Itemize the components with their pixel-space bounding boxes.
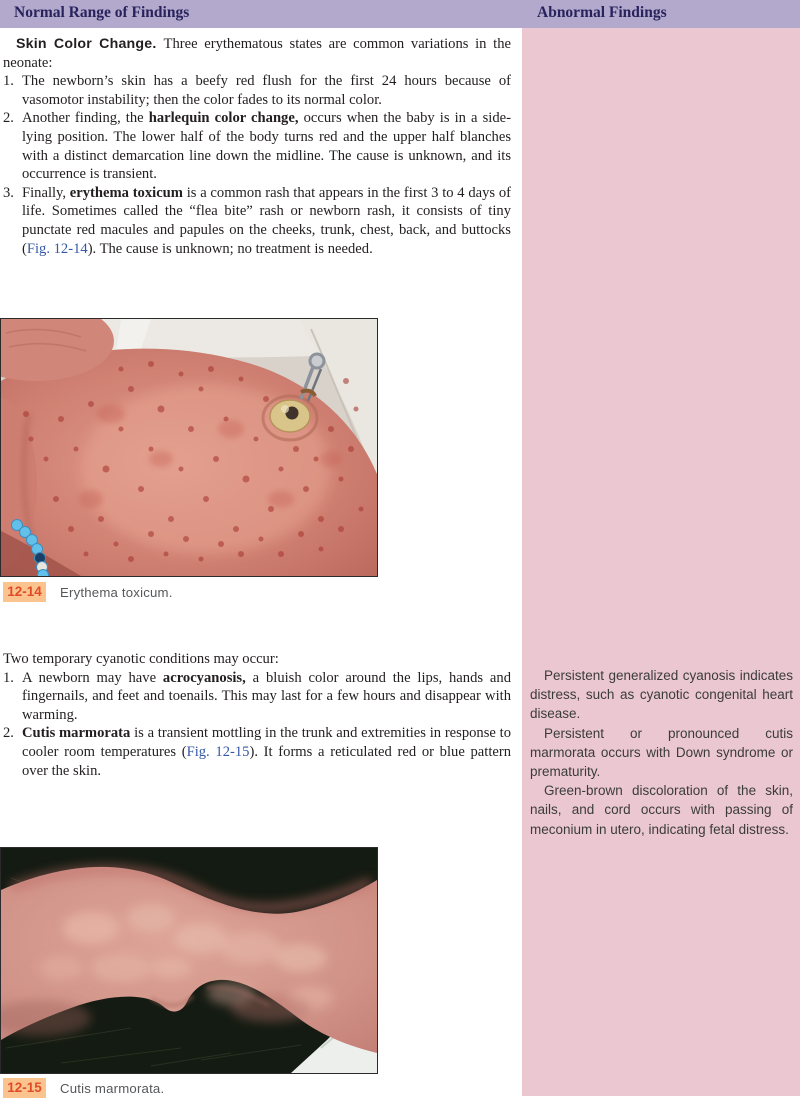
list-item-text: The newborn’s skin has a beefy red flush for the first 24 hours because of vasomotor instability; then the color fades to its normal color. xyxy=(22,73,511,108)
list-item-text: is a transient mottling in the trunk and extremities in response to cooler room temperatures ( xyxy=(22,725,511,760)
list-item-harlequin-color-change xyxy=(3,109,511,183)
skin-color-change-paragraph xyxy=(3,35,511,72)
list-item-cutis-marmorata xyxy=(3,724,511,780)
bold-term-acrocyanosis: acrocyanosis, xyxy=(162,669,246,686)
list-number: 2. xyxy=(3,110,14,127)
abnormal-paragraph-cutis-marmorata: Persistent or pronounced cutis marmorata occurs with Down syndrome or prematurity. xyxy=(530,725,793,780)
bold-term-cutis-marmorata: Cutis marmorata xyxy=(22,725,131,742)
bold-term-harlequin: harlequin color change, xyxy=(148,110,299,127)
erythema-toxicum-illustration xyxy=(1,319,377,576)
list-item-text: a bluish color around the lips, hands and fingernails, and feet and toenails. This may last for a few hours and disappear with warming. xyxy=(22,669,511,723)
figure-12-15-caption-row xyxy=(3,1078,164,1098)
list-item-beefy-red-flush xyxy=(3,72,511,109)
abnormal-findings-panel xyxy=(522,28,800,1096)
cyanotic-conditions-section xyxy=(3,650,511,780)
figure-12-14-photo xyxy=(0,318,378,577)
figure-12-14-caption: Erythema toxicum. xyxy=(60,584,173,600)
figure-12-15-label-badge: 12-15 xyxy=(3,1078,46,1098)
figure-12-14-reference[interactable]: Fig. 12-14 xyxy=(26,240,88,257)
abnormal-findings-column-title: Abnormal Findings xyxy=(537,4,667,21)
abnormal-paragraph-cyanosis: Persistent generalized cyanosis indicates distress, such as cyanotic congenital heart disease. xyxy=(530,668,793,722)
list-number: 3. xyxy=(3,184,14,201)
skin-color-change-intro: Three erythematous states are common variations in the neonate: xyxy=(3,36,511,71)
list-item-text: ). It forms a reticulated red or blue pattern over the skin. xyxy=(22,743,512,779)
figure-12-15-caption: Cutis marmorata. xyxy=(60,1080,165,1096)
normal-findings-column-title: Normal Range of Findings xyxy=(14,4,190,21)
abnormal-findings-text xyxy=(530,666,793,839)
list-item-erythema-toxicum xyxy=(3,184,511,258)
list-item-text: is a common rash that appears in the first 3 to 4 days of life. Sometimes called the “flea bite” rash or newborn rash, it consists of tiny punctate red macules and papules on the cheeks, trunk, chest, back, and buttocks ( xyxy=(22,184,511,257)
list-item-text: A newborn may have xyxy=(22,669,163,686)
list-item-text: Finally, xyxy=(22,184,70,201)
figure-12-15-reference[interactable]: Fig. 12-15 xyxy=(186,743,250,760)
figure-12-14-label-badge: 12-14 xyxy=(3,582,46,602)
cyanotic-conditions-intro: Two temporary cyanotic conditions may occur: xyxy=(3,651,279,667)
skin-color-change-heading: Skin Color Change. xyxy=(16,36,157,52)
figure-12-14-caption-row xyxy=(3,582,173,602)
skin-color-change-section xyxy=(3,35,511,258)
cutis-marmorata-illustration xyxy=(1,848,377,1073)
list-number: 2. xyxy=(3,725,14,742)
list-item-text: ). The cause is unknown; no treatment is needed. xyxy=(87,240,373,257)
list-item-text: Another finding, the xyxy=(22,110,149,127)
column-header-bar xyxy=(0,0,800,28)
list-item-acrocyanosis xyxy=(3,669,511,725)
bold-term-erythema-toxicum: erythema toxicum xyxy=(69,184,183,201)
abnormal-paragraph-meconium: Green-brown discoloration of the skin, nails, and cord occurs with passing of meconium in utero, indicating fetal distress. xyxy=(530,783,793,837)
list-number: 1. xyxy=(3,669,14,686)
figure-12-15-photo xyxy=(0,847,378,1074)
list-item-text: occurs when the baby is in a side-lying position. The lower half of the body turns red and the upper half blanches with a distinct demarcation line down the midline. The cause is unknown, and its occurrence is transient. xyxy=(22,110,511,183)
list-number: 1. xyxy=(3,73,14,90)
